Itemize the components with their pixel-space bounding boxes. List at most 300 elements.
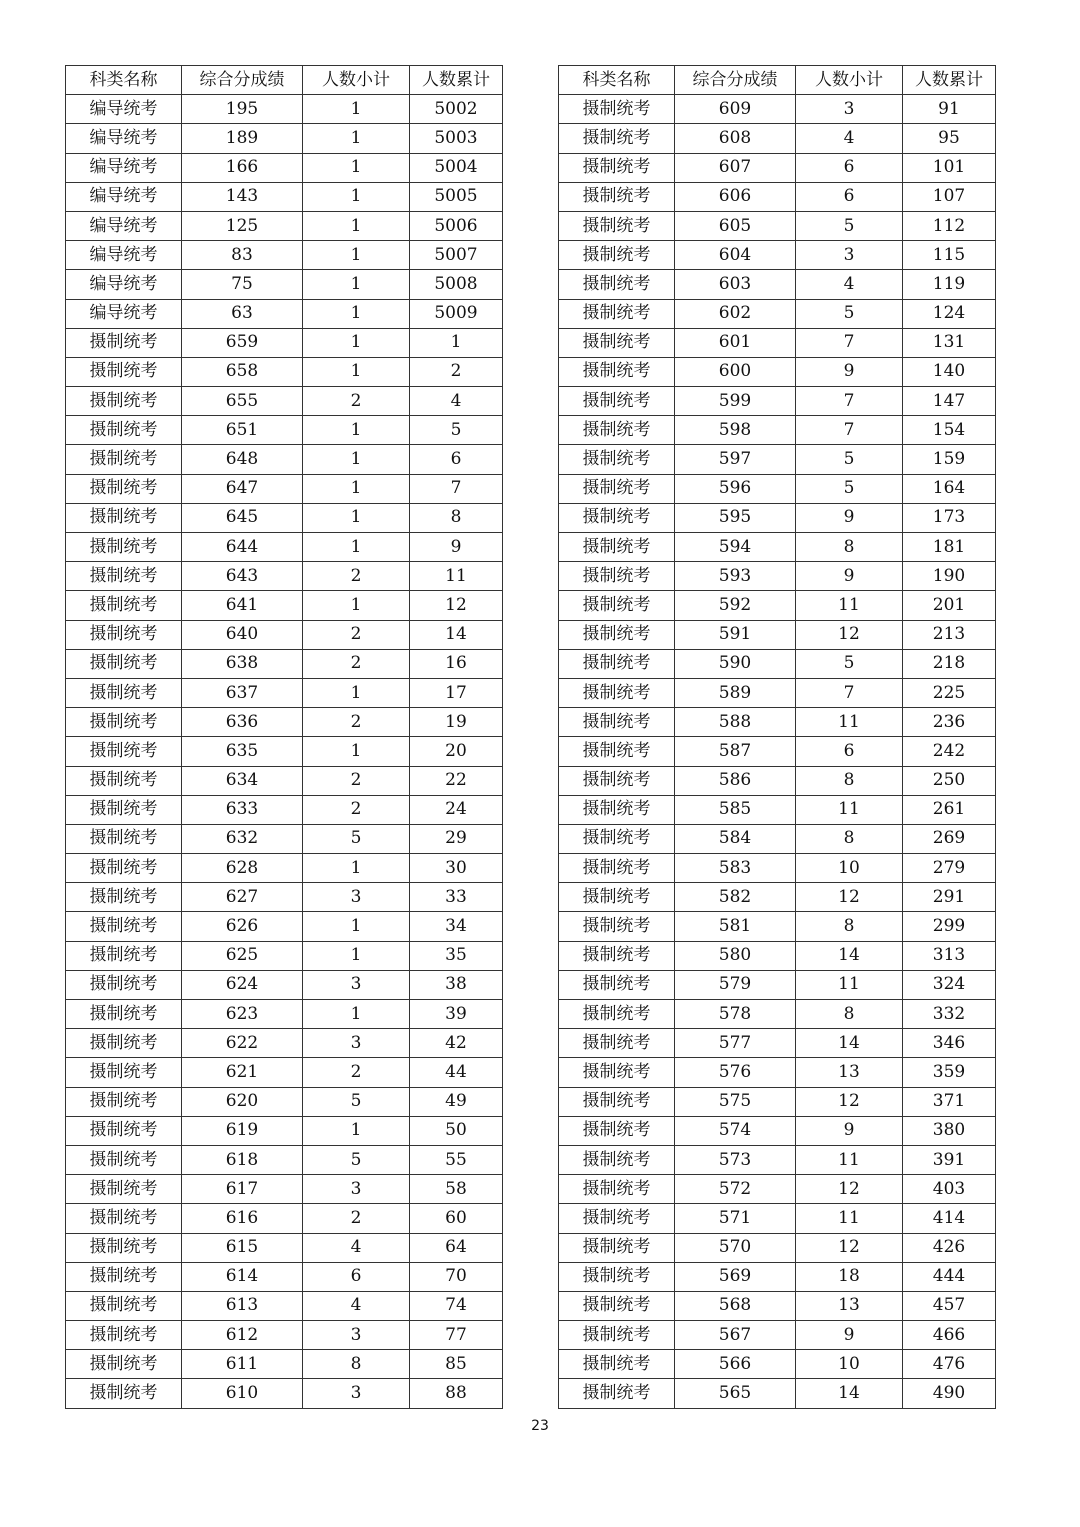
cell-score: 618 xyxy=(182,1145,303,1174)
table-row xyxy=(559,182,996,211)
cell-score: 655 xyxy=(182,387,303,416)
cell-score: 567 xyxy=(675,1321,796,1350)
cell-score: 624 xyxy=(182,970,303,999)
cell-category: 摄制统考 xyxy=(559,1204,675,1233)
cell-category: 摄制统考 xyxy=(559,241,675,270)
cell-count: 1 xyxy=(303,737,410,766)
cell-score: 143 xyxy=(182,182,303,211)
cell-category: 摄制统考 xyxy=(559,708,675,737)
cell-count: 3 xyxy=(303,1321,410,1350)
cell-count: 10 xyxy=(796,1350,903,1379)
cell-category: 摄制统考 xyxy=(559,328,675,357)
cell-category: 摄制统考 xyxy=(559,95,675,124)
cell-category: 摄制统考 xyxy=(66,737,182,766)
table-row xyxy=(66,883,503,912)
table-row xyxy=(559,941,996,970)
table-row xyxy=(66,211,503,240)
cell-count: 2 xyxy=(303,649,410,678)
cell-score: 580 xyxy=(675,941,796,970)
cell-count: 3 xyxy=(303,970,410,999)
cell-score: 581 xyxy=(675,912,796,941)
cell-count: 5 xyxy=(303,1145,410,1174)
cell-category: 摄制统考 xyxy=(66,1321,182,1350)
cell-category: 摄制统考 xyxy=(66,591,182,620)
cell-cumulative: 380 xyxy=(903,1116,996,1145)
cell-score: 575 xyxy=(675,1087,796,1116)
table-row xyxy=(559,1000,996,1029)
table-row xyxy=(559,766,996,795)
cell-category: 摄制统考 xyxy=(66,941,182,970)
table-row xyxy=(559,970,996,999)
cell-score: 602 xyxy=(675,299,796,328)
cell-count: 12 xyxy=(796,1233,903,1262)
cell-category: 摄制统考 xyxy=(66,795,182,824)
cell-cumulative: 101 xyxy=(903,153,996,182)
table-row xyxy=(66,1262,503,1291)
cell-category: 摄制统考 xyxy=(66,416,182,445)
cell-category: 摄制统考 xyxy=(559,445,675,474)
table-row xyxy=(559,708,996,737)
table-row xyxy=(559,737,996,766)
cell-count: 2 xyxy=(303,766,410,795)
cell-cumulative: 332 xyxy=(903,1000,996,1029)
cell-score: 622 xyxy=(182,1029,303,1058)
table-row xyxy=(66,1029,503,1058)
cell-category: 摄制统考 xyxy=(66,1058,182,1087)
cell-category: 摄制统考 xyxy=(559,1321,675,1350)
cell-category: 摄制统考 xyxy=(66,357,182,386)
cell-score: 627 xyxy=(182,883,303,912)
cell-score: 610 xyxy=(182,1379,303,1408)
cell-count: 1 xyxy=(303,678,410,707)
cell-cumulative: 42 xyxy=(410,1029,503,1058)
cell-category: 摄制统考 xyxy=(559,737,675,766)
cell-cumulative: 29 xyxy=(410,824,503,853)
table-row xyxy=(66,1175,503,1204)
cell-category: 编导统考 xyxy=(66,124,182,153)
table-row xyxy=(559,270,996,299)
cell-count: 8 xyxy=(796,533,903,562)
cell-category: 摄制统考 xyxy=(559,124,675,153)
cell-category: 摄制统考 xyxy=(66,1175,182,1204)
cell-score: 612 xyxy=(182,1321,303,1350)
table-row xyxy=(559,95,996,124)
cell-count: 11 xyxy=(796,1204,903,1233)
cell-cumulative: 35 xyxy=(410,941,503,970)
cell-category: 摄制统考 xyxy=(559,299,675,328)
cell-count: 1 xyxy=(303,357,410,386)
header-category: 科类名称 xyxy=(66,66,182,95)
cell-count: 3 xyxy=(303,1029,410,1058)
cell-count: 14 xyxy=(796,1379,903,1408)
cell-cumulative: 190 xyxy=(903,562,996,591)
cell-score: 636 xyxy=(182,708,303,737)
cell-score: 576 xyxy=(675,1058,796,1087)
table-row xyxy=(559,153,996,182)
cell-score: 648 xyxy=(182,445,303,474)
cell-score: 617 xyxy=(182,1175,303,1204)
cell-score: 607 xyxy=(675,153,796,182)
cell-count: 14 xyxy=(796,941,903,970)
cell-score: 570 xyxy=(675,1233,796,1262)
cell-category: 摄制统考 xyxy=(66,1233,182,1262)
cell-cumulative: 490 xyxy=(903,1379,996,1408)
cell-category: 摄制统考 xyxy=(559,1058,675,1087)
table-row xyxy=(66,182,503,211)
cell-category: 摄制统考 xyxy=(66,912,182,941)
cell-category: 摄制统考 xyxy=(66,1262,182,1291)
cell-count: 2 xyxy=(303,1204,410,1233)
cell-cumulative: 391 xyxy=(903,1145,996,1174)
cell-score: 596 xyxy=(675,474,796,503)
table-row xyxy=(559,328,996,357)
cell-count: 5 xyxy=(796,211,903,240)
cell-category: 摄制统考 xyxy=(559,591,675,620)
table-row xyxy=(559,299,996,328)
table-row xyxy=(559,503,996,532)
cell-score: 659 xyxy=(182,328,303,357)
cell-score: 579 xyxy=(675,970,796,999)
cell-score: 195 xyxy=(182,95,303,124)
cell-count: 12 xyxy=(796,1175,903,1204)
cell-category: 摄制统考 xyxy=(559,678,675,707)
table-row xyxy=(66,299,503,328)
table-row xyxy=(66,1145,503,1174)
cell-count: 2 xyxy=(303,1058,410,1087)
table-row xyxy=(66,1116,503,1145)
table-row xyxy=(559,795,996,824)
cell-category: 摄制统考 xyxy=(66,854,182,883)
cell-category: 编导统考 xyxy=(66,182,182,211)
cell-score: 63 xyxy=(182,299,303,328)
score-table-right xyxy=(558,65,996,1409)
cell-score: 641 xyxy=(182,591,303,620)
cell-cumulative: 30 xyxy=(410,854,503,883)
cell-count: 11 xyxy=(796,591,903,620)
table-row xyxy=(559,1087,996,1116)
table-row xyxy=(559,445,996,474)
header-count: 人数小计 xyxy=(796,66,903,95)
cell-cumulative: 225 xyxy=(903,678,996,707)
table-row xyxy=(66,1000,503,1029)
cell-count: 1 xyxy=(303,912,410,941)
cell-cumulative: 124 xyxy=(903,299,996,328)
table-row xyxy=(559,1350,996,1379)
cell-category: 摄制统考 xyxy=(66,766,182,795)
cell-count: 1 xyxy=(303,95,410,124)
table-row xyxy=(66,1321,503,1350)
cell-count: 5 xyxy=(796,649,903,678)
cell-cumulative: 20 xyxy=(410,737,503,766)
cell-score: 595 xyxy=(675,503,796,532)
table-row xyxy=(559,474,996,503)
header-row xyxy=(559,66,996,95)
cell-score: 572 xyxy=(675,1175,796,1204)
cell-count: 8 xyxy=(796,766,903,795)
cell-score: 599 xyxy=(675,387,796,416)
cell-count: 2 xyxy=(303,562,410,591)
cell-count: 5 xyxy=(796,474,903,503)
cell-category: 摄制统考 xyxy=(559,854,675,883)
cell-category: 摄制统考 xyxy=(559,1145,675,1174)
table-row xyxy=(66,124,503,153)
cell-cumulative: 269 xyxy=(903,824,996,853)
cell-count: 13 xyxy=(796,1291,903,1320)
cell-score: 189 xyxy=(182,124,303,153)
cell-category: 摄制统考 xyxy=(559,1262,675,1291)
cell-cumulative: 77 xyxy=(410,1321,503,1350)
cell-score: 638 xyxy=(182,649,303,678)
table-row xyxy=(66,241,503,270)
cell-cumulative: 5006 xyxy=(410,211,503,240)
table-row xyxy=(66,1233,503,1262)
cell-score: 571 xyxy=(675,1204,796,1233)
header-row xyxy=(66,66,503,95)
cell-category: 摄制统考 xyxy=(559,416,675,445)
table-row xyxy=(66,854,503,883)
cell-count: 9 xyxy=(796,357,903,386)
cell-category: 摄制统考 xyxy=(66,1087,182,1116)
cell-cumulative: 5004 xyxy=(410,153,503,182)
table-row xyxy=(66,591,503,620)
cell-cumulative: 74 xyxy=(410,1291,503,1320)
cell-count: 14 xyxy=(796,1029,903,1058)
cell-count: 1 xyxy=(303,124,410,153)
cell-cumulative: 242 xyxy=(903,737,996,766)
cell-cumulative: 2 xyxy=(410,357,503,386)
cell-cumulative: 44 xyxy=(410,1058,503,1087)
table-row xyxy=(559,387,996,416)
cell-category: 编导统考 xyxy=(66,95,182,124)
cell-score: 83 xyxy=(182,241,303,270)
cell-score: 616 xyxy=(182,1204,303,1233)
cell-count: 5 xyxy=(303,1087,410,1116)
cell-category: 摄制统考 xyxy=(559,766,675,795)
cell-score: 608 xyxy=(675,124,796,153)
cell-count: 1 xyxy=(303,1116,410,1145)
cell-count: 3 xyxy=(796,241,903,270)
cell-count: 1 xyxy=(303,474,410,503)
cell-count: 1 xyxy=(303,445,410,474)
cell-score: 635 xyxy=(182,737,303,766)
cell-category: 摄制统考 xyxy=(66,970,182,999)
cell-category: 摄制统考 xyxy=(559,1291,675,1320)
cell-score: 633 xyxy=(182,795,303,824)
header-cumulative: 人数累计 xyxy=(410,66,503,95)
cell-category: 摄制统考 xyxy=(66,503,182,532)
table-row xyxy=(559,883,996,912)
cell-score: 647 xyxy=(182,474,303,503)
cell-count: 1 xyxy=(303,299,410,328)
table-row xyxy=(559,620,996,649)
cell-count: 1 xyxy=(303,503,410,532)
cell-cumulative: 279 xyxy=(903,854,996,883)
cell-score: 626 xyxy=(182,912,303,941)
cell-category: 摄制统考 xyxy=(559,941,675,970)
cell-cumulative: 164 xyxy=(903,474,996,503)
cell-count: 7 xyxy=(796,387,903,416)
table-row xyxy=(66,474,503,503)
cell-cumulative: 173 xyxy=(903,503,996,532)
cell-score: 619 xyxy=(182,1116,303,1145)
cell-score: 587 xyxy=(675,737,796,766)
cell-score: 577 xyxy=(675,1029,796,1058)
cell-cumulative: 8 xyxy=(410,503,503,532)
table-row xyxy=(559,357,996,386)
cell-category: 摄制统考 xyxy=(66,1204,182,1233)
cell-category: 摄制统考 xyxy=(66,620,182,649)
table-row xyxy=(66,1087,503,1116)
cell-category: 摄制统考 xyxy=(559,912,675,941)
table-row xyxy=(559,124,996,153)
cell-score: 606 xyxy=(675,182,796,211)
cell-score: 623 xyxy=(182,1000,303,1029)
table-row xyxy=(559,1204,996,1233)
cell-score: 584 xyxy=(675,824,796,853)
cell-cumulative: 50 xyxy=(410,1116,503,1145)
table-row xyxy=(66,766,503,795)
table-row xyxy=(66,795,503,824)
cell-cumulative: 181 xyxy=(903,533,996,562)
cell-category: 摄制统考 xyxy=(559,649,675,678)
cell-cumulative: 70 xyxy=(410,1262,503,1291)
cell-count: 9 xyxy=(796,503,903,532)
cell-score: 583 xyxy=(675,854,796,883)
table-row xyxy=(66,912,503,941)
cell-count: 11 xyxy=(796,708,903,737)
cell-count: 8 xyxy=(796,912,903,941)
cell-cumulative: 313 xyxy=(903,941,996,970)
cell-cumulative: 9 xyxy=(410,533,503,562)
cell-cumulative: 6 xyxy=(410,445,503,474)
table-row xyxy=(66,1379,503,1408)
cell-count: 9 xyxy=(796,1321,903,1350)
cell-count: 11 xyxy=(796,1145,903,1174)
cell-count: 3 xyxy=(796,95,903,124)
table-row xyxy=(66,562,503,591)
header-cumulative: 人数累计 xyxy=(903,66,996,95)
cell-count: 4 xyxy=(303,1291,410,1320)
cell-score: 566 xyxy=(675,1350,796,1379)
cell-count: 7 xyxy=(796,678,903,707)
cell-cumulative: 60 xyxy=(410,1204,503,1233)
cell-count: 6 xyxy=(796,182,903,211)
cell-category: 摄制统考 xyxy=(559,270,675,299)
cell-category: 摄制统考 xyxy=(559,182,675,211)
cell-cumulative: 64 xyxy=(410,1233,503,1262)
table-row xyxy=(66,941,503,970)
cell-cumulative: 22 xyxy=(410,766,503,795)
cell-cumulative: 299 xyxy=(903,912,996,941)
cell-cumulative: 457 xyxy=(903,1291,996,1320)
table-row xyxy=(66,1291,503,1320)
cell-category: 摄制统考 xyxy=(559,211,675,240)
cell-count: 2 xyxy=(303,387,410,416)
cell-score: 643 xyxy=(182,562,303,591)
cell-cumulative: 5002 xyxy=(410,95,503,124)
cell-score: 125 xyxy=(182,211,303,240)
cell-score: 588 xyxy=(675,708,796,737)
cell-cumulative: 5008 xyxy=(410,270,503,299)
table-row xyxy=(66,153,503,182)
table-row xyxy=(66,708,503,737)
cell-category: 摄制统考 xyxy=(559,1087,675,1116)
cell-cumulative: 250 xyxy=(903,766,996,795)
cell-category: 摄制统考 xyxy=(559,795,675,824)
cell-score: 565 xyxy=(675,1379,796,1408)
cell-score: 590 xyxy=(675,649,796,678)
table-row xyxy=(66,620,503,649)
cell-score: 637 xyxy=(182,678,303,707)
cell-score: 613 xyxy=(182,1291,303,1320)
cell-score: 634 xyxy=(182,766,303,795)
cell-count: 8 xyxy=(303,1350,410,1379)
cell-score: 632 xyxy=(182,824,303,853)
cell-score: 628 xyxy=(182,854,303,883)
cell-cumulative: 11 xyxy=(410,562,503,591)
cell-category: 摄制统考 xyxy=(559,474,675,503)
cell-count: 1 xyxy=(303,153,410,182)
cell-score: 609 xyxy=(675,95,796,124)
cell-count: 1 xyxy=(303,182,410,211)
cell-cumulative: 261 xyxy=(903,795,996,824)
cell-cumulative: 147 xyxy=(903,387,996,416)
cell-cumulative: 38 xyxy=(410,970,503,999)
table-row xyxy=(559,1291,996,1320)
table-row xyxy=(559,1175,996,1204)
cell-cumulative: 95 xyxy=(903,124,996,153)
cell-count: 1 xyxy=(303,241,410,270)
cell-count: 3 xyxy=(303,1379,410,1408)
cell-count: 8 xyxy=(796,1000,903,1029)
table-row xyxy=(66,824,503,853)
table-row xyxy=(66,328,503,357)
table-row xyxy=(559,1058,996,1087)
table-row xyxy=(66,970,503,999)
cell-score: 166 xyxy=(182,153,303,182)
cell-score: 582 xyxy=(675,883,796,912)
cell-cumulative: 24 xyxy=(410,795,503,824)
table-row xyxy=(559,1029,996,1058)
cell-score: 593 xyxy=(675,562,796,591)
cell-cumulative: 5003 xyxy=(410,124,503,153)
cell-score: 621 xyxy=(182,1058,303,1087)
cell-score: 601 xyxy=(675,328,796,357)
cell-count: 12 xyxy=(796,1087,903,1116)
table-row xyxy=(559,241,996,270)
cell-count: 6 xyxy=(796,737,903,766)
cell-category: 摄制统考 xyxy=(66,649,182,678)
cell-score: 625 xyxy=(182,941,303,970)
cell-cumulative: 371 xyxy=(903,1087,996,1116)
cell-cumulative: 112 xyxy=(903,211,996,240)
cell-category: 编导统考 xyxy=(66,241,182,270)
cell-cumulative: 140 xyxy=(903,357,996,386)
cell-cumulative: 4 xyxy=(410,387,503,416)
table-row xyxy=(559,1116,996,1145)
header-count: 人数小计 xyxy=(303,66,410,95)
table-row xyxy=(559,1262,996,1291)
cell-category: 摄制统考 xyxy=(559,1116,675,1145)
cell-count: 7 xyxy=(796,416,903,445)
cell-count: 1 xyxy=(303,416,410,445)
cell-score: 75 xyxy=(182,270,303,299)
table-row xyxy=(66,270,503,299)
table-row xyxy=(66,1350,503,1379)
cell-category: 编导统考 xyxy=(66,270,182,299)
cell-category: 摄制统考 xyxy=(559,883,675,912)
cell-category: 摄制统考 xyxy=(559,1000,675,1029)
